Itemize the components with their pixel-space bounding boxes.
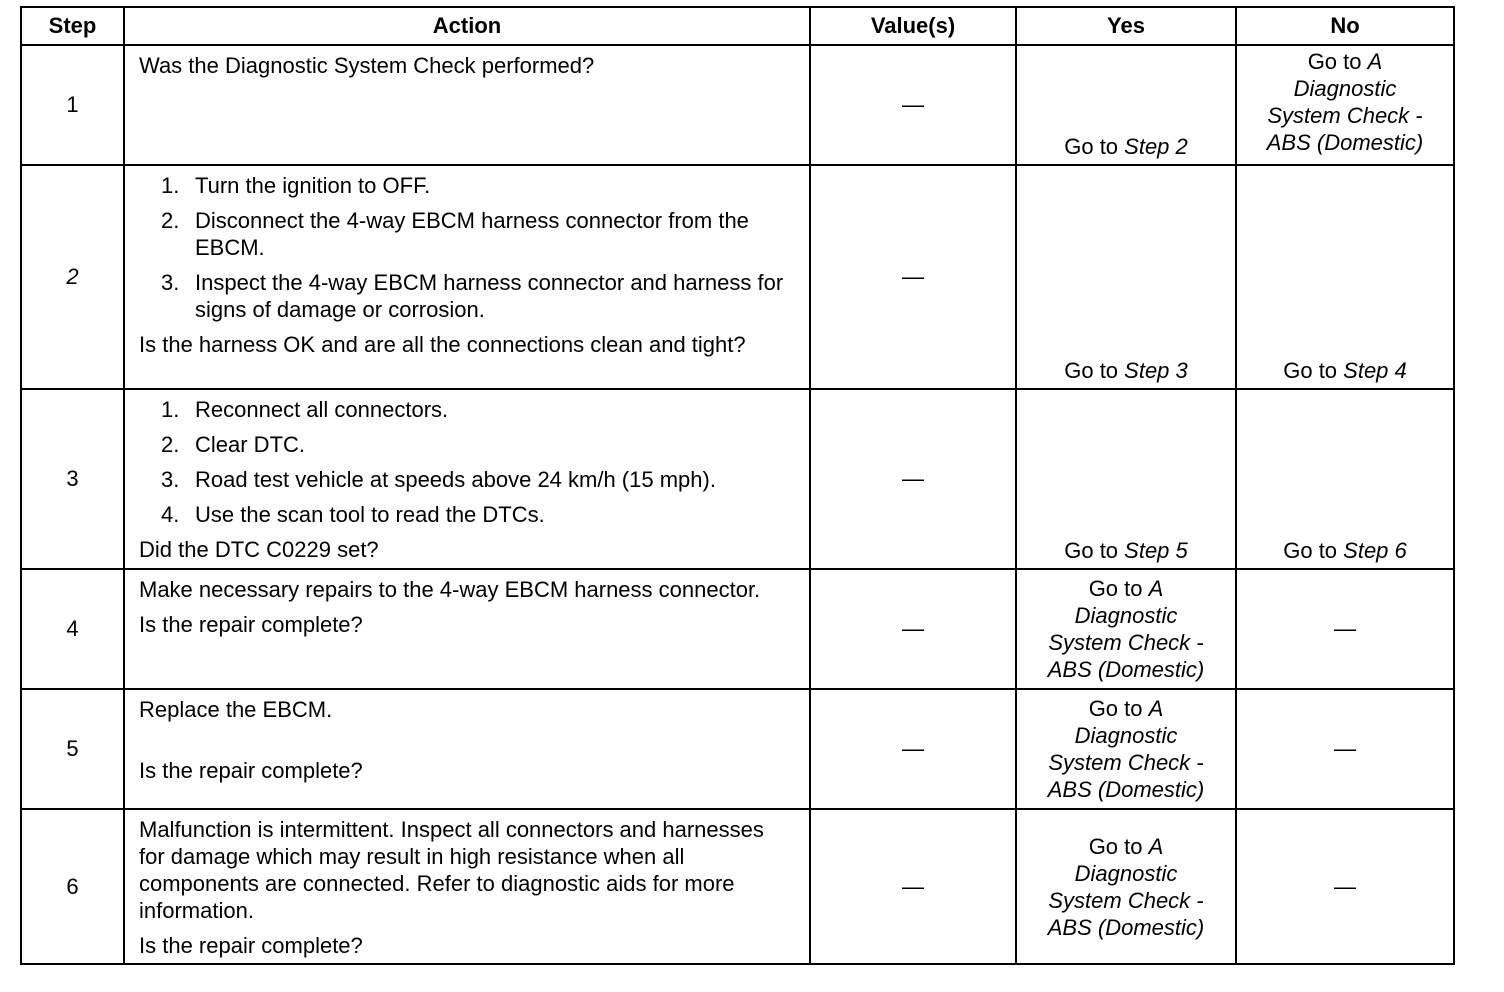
yes-cell xyxy=(1016,689,1236,809)
action-text: Make necessary repairs to the 4-way EBCM harness connector. xyxy=(139,577,761,602)
instruction-item xyxy=(161,207,795,261)
no-step-link[interactable]: Step 4 xyxy=(1343,358,1407,383)
action-cell xyxy=(124,389,810,569)
action-text: Was the Diagnostic System Check performed? xyxy=(139,53,595,78)
instruction-item xyxy=(161,269,795,323)
item-number: 3. xyxy=(161,467,180,492)
step-number: 6 xyxy=(21,809,124,964)
diagnostic-table xyxy=(20,6,1455,965)
yes-prefix: Go to xyxy=(1064,538,1125,563)
no-cell: — xyxy=(1236,809,1454,964)
item-number: 4. xyxy=(161,502,180,527)
item-number: 1. xyxy=(161,173,180,198)
no-prefix: Go to xyxy=(1307,49,1368,74)
no-cell xyxy=(1236,389,1454,569)
yes-prefix: Go to xyxy=(1088,833,1149,859)
item-text: Disconnect the 4-way EBCM harness connector from the EBCM. xyxy=(195,208,749,260)
instruction-list xyxy=(139,396,795,528)
question-text: Is the repair complete? xyxy=(139,612,363,637)
action-cell xyxy=(124,569,810,689)
no-ref-line-3[interactable]: System Check - xyxy=(1267,103,1423,128)
value-cell: — xyxy=(810,569,1016,689)
instruction-list xyxy=(139,172,795,323)
yes-prefix: Go to xyxy=(1088,576,1149,601)
yes-cell xyxy=(1016,165,1236,389)
question-text: Is the repair complete? xyxy=(139,758,363,783)
instruction-item xyxy=(161,501,795,528)
value-cell: — xyxy=(810,809,1016,964)
no-prefix: Go to xyxy=(1283,538,1344,563)
no-cell: — xyxy=(1236,689,1454,809)
yes-ref-line-4[interactable]: ABS (Domestic) xyxy=(1047,657,1205,682)
item-text: Turn the ignition to OFF. xyxy=(195,173,431,198)
item-text: Reconnect all connectors. xyxy=(195,397,449,422)
header-row xyxy=(21,7,1454,45)
table-row xyxy=(21,689,1454,809)
question-text: Did the DTC C0229 set? xyxy=(139,537,379,562)
step-number: 5 xyxy=(21,689,124,809)
value-cell: — xyxy=(810,165,1016,389)
yes-ref-line-2[interactable]: Diagnostic xyxy=(1074,860,1178,886)
no-ref-line-4[interactable]: ABS (Domestic) xyxy=(1266,130,1424,155)
table-row xyxy=(21,809,1454,964)
table-row xyxy=(21,45,1454,165)
header-yes: Yes xyxy=(1016,7,1236,45)
yes-ref-line-3[interactable]: System Check - xyxy=(1048,887,1204,913)
item-text: Road test vehicle at speeds above 24 km/h (15 mph). xyxy=(195,467,716,492)
yes-ref-line-4[interactable]: ABS (Domestic) xyxy=(1047,914,1205,940)
step-number: 2 xyxy=(21,165,124,389)
item-number: 2. xyxy=(161,208,180,233)
step-number: 3 xyxy=(21,389,124,569)
action-text: Malfunction is intermittent. Inspect all connectors and harnesses for damage which may result in high resistance when all components are connected. Refer to diagnostic aids for more information. xyxy=(139,817,764,923)
no-cell xyxy=(1236,45,1454,165)
yes-ref-line-1[interactable]: A xyxy=(1148,576,1164,601)
table-row xyxy=(21,389,1454,569)
yes-prefix: Go to xyxy=(1088,696,1149,721)
yes-prefix: Go to xyxy=(1064,358,1125,383)
step-number: 4 xyxy=(21,569,124,689)
value-cell: — xyxy=(810,45,1016,165)
item-number: 1. xyxy=(161,397,180,422)
value-cell: — xyxy=(810,389,1016,569)
action-text: Replace the EBCM. xyxy=(139,697,333,722)
table-row xyxy=(21,165,1454,389)
yes-cell xyxy=(1016,45,1236,165)
no-prefix: Go to xyxy=(1283,358,1344,383)
yes-prefix: Go to xyxy=(1064,134,1125,159)
no-cell: — xyxy=(1236,569,1454,689)
yes-ref-line-2[interactable]: Diagnostic xyxy=(1074,603,1178,628)
action-cell xyxy=(124,689,810,809)
yes-ref-line-3[interactable]: System Check - xyxy=(1048,630,1204,655)
item-number: 3. xyxy=(161,270,180,295)
yes-cell xyxy=(1016,569,1236,689)
item-text: Use the scan tool to read the DTCs. xyxy=(195,502,545,527)
step-number: 1 xyxy=(21,45,124,165)
yes-cell xyxy=(1016,389,1236,569)
action-cell xyxy=(124,45,810,165)
yes-ref-line-4[interactable]: ABS (Domestic) xyxy=(1047,777,1205,802)
item-text: Inspect the 4-way EBCM harness connector and harness for signs of damage or corrosion. xyxy=(195,270,784,322)
value-cell: — xyxy=(810,689,1016,809)
instruction-item xyxy=(161,396,795,423)
no-ref-line-1[interactable]: A xyxy=(1367,49,1383,74)
instruction-item xyxy=(161,172,795,199)
header-step: Step xyxy=(21,7,124,45)
action-cell xyxy=(124,809,810,964)
yes-ref-line-3[interactable]: System Check - xyxy=(1048,750,1204,775)
instruction-item xyxy=(161,466,795,493)
item-text: Clear DTC. xyxy=(195,432,306,457)
yes-cell xyxy=(1016,809,1236,964)
question-text: Is the harness OK and are all the connections clean and tight? xyxy=(139,332,746,357)
question-text: Is the repair complete? xyxy=(139,933,363,958)
yes-ref-line-2[interactable]: Diagnostic xyxy=(1074,723,1178,748)
yes-ref-line-1[interactable]: A xyxy=(1148,833,1164,859)
header-values: Value(s) xyxy=(810,7,1016,45)
no-step-link[interactable]: Step 6 xyxy=(1343,538,1407,563)
action-cell xyxy=(124,165,810,389)
table-row xyxy=(21,569,1454,689)
yes-step-link[interactable]: Step 2 xyxy=(1124,134,1188,159)
instruction-item xyxy=(161,431,795,458)
no-ref-line-2[interactable]: Diagnostic xyxy=(1293,76,1397,101)
no-cell xyxy=(1236,165,1454,389)
header-no: No xyxy=(1236,7,1454,45)
yes-step-link[interactable]: Step 3 xyxy=(1124,358,1188,383)
yes-ref-line-1[interactable]: A xyxy=(1148,696,1164,721)
header-action: Action xyxy=(124,7,810,45)
yes-step-link[interactable]: Step 5 xyxy=(1124,538,1188,563)
item-number: 2. xyxy=(161,432,180,457)
